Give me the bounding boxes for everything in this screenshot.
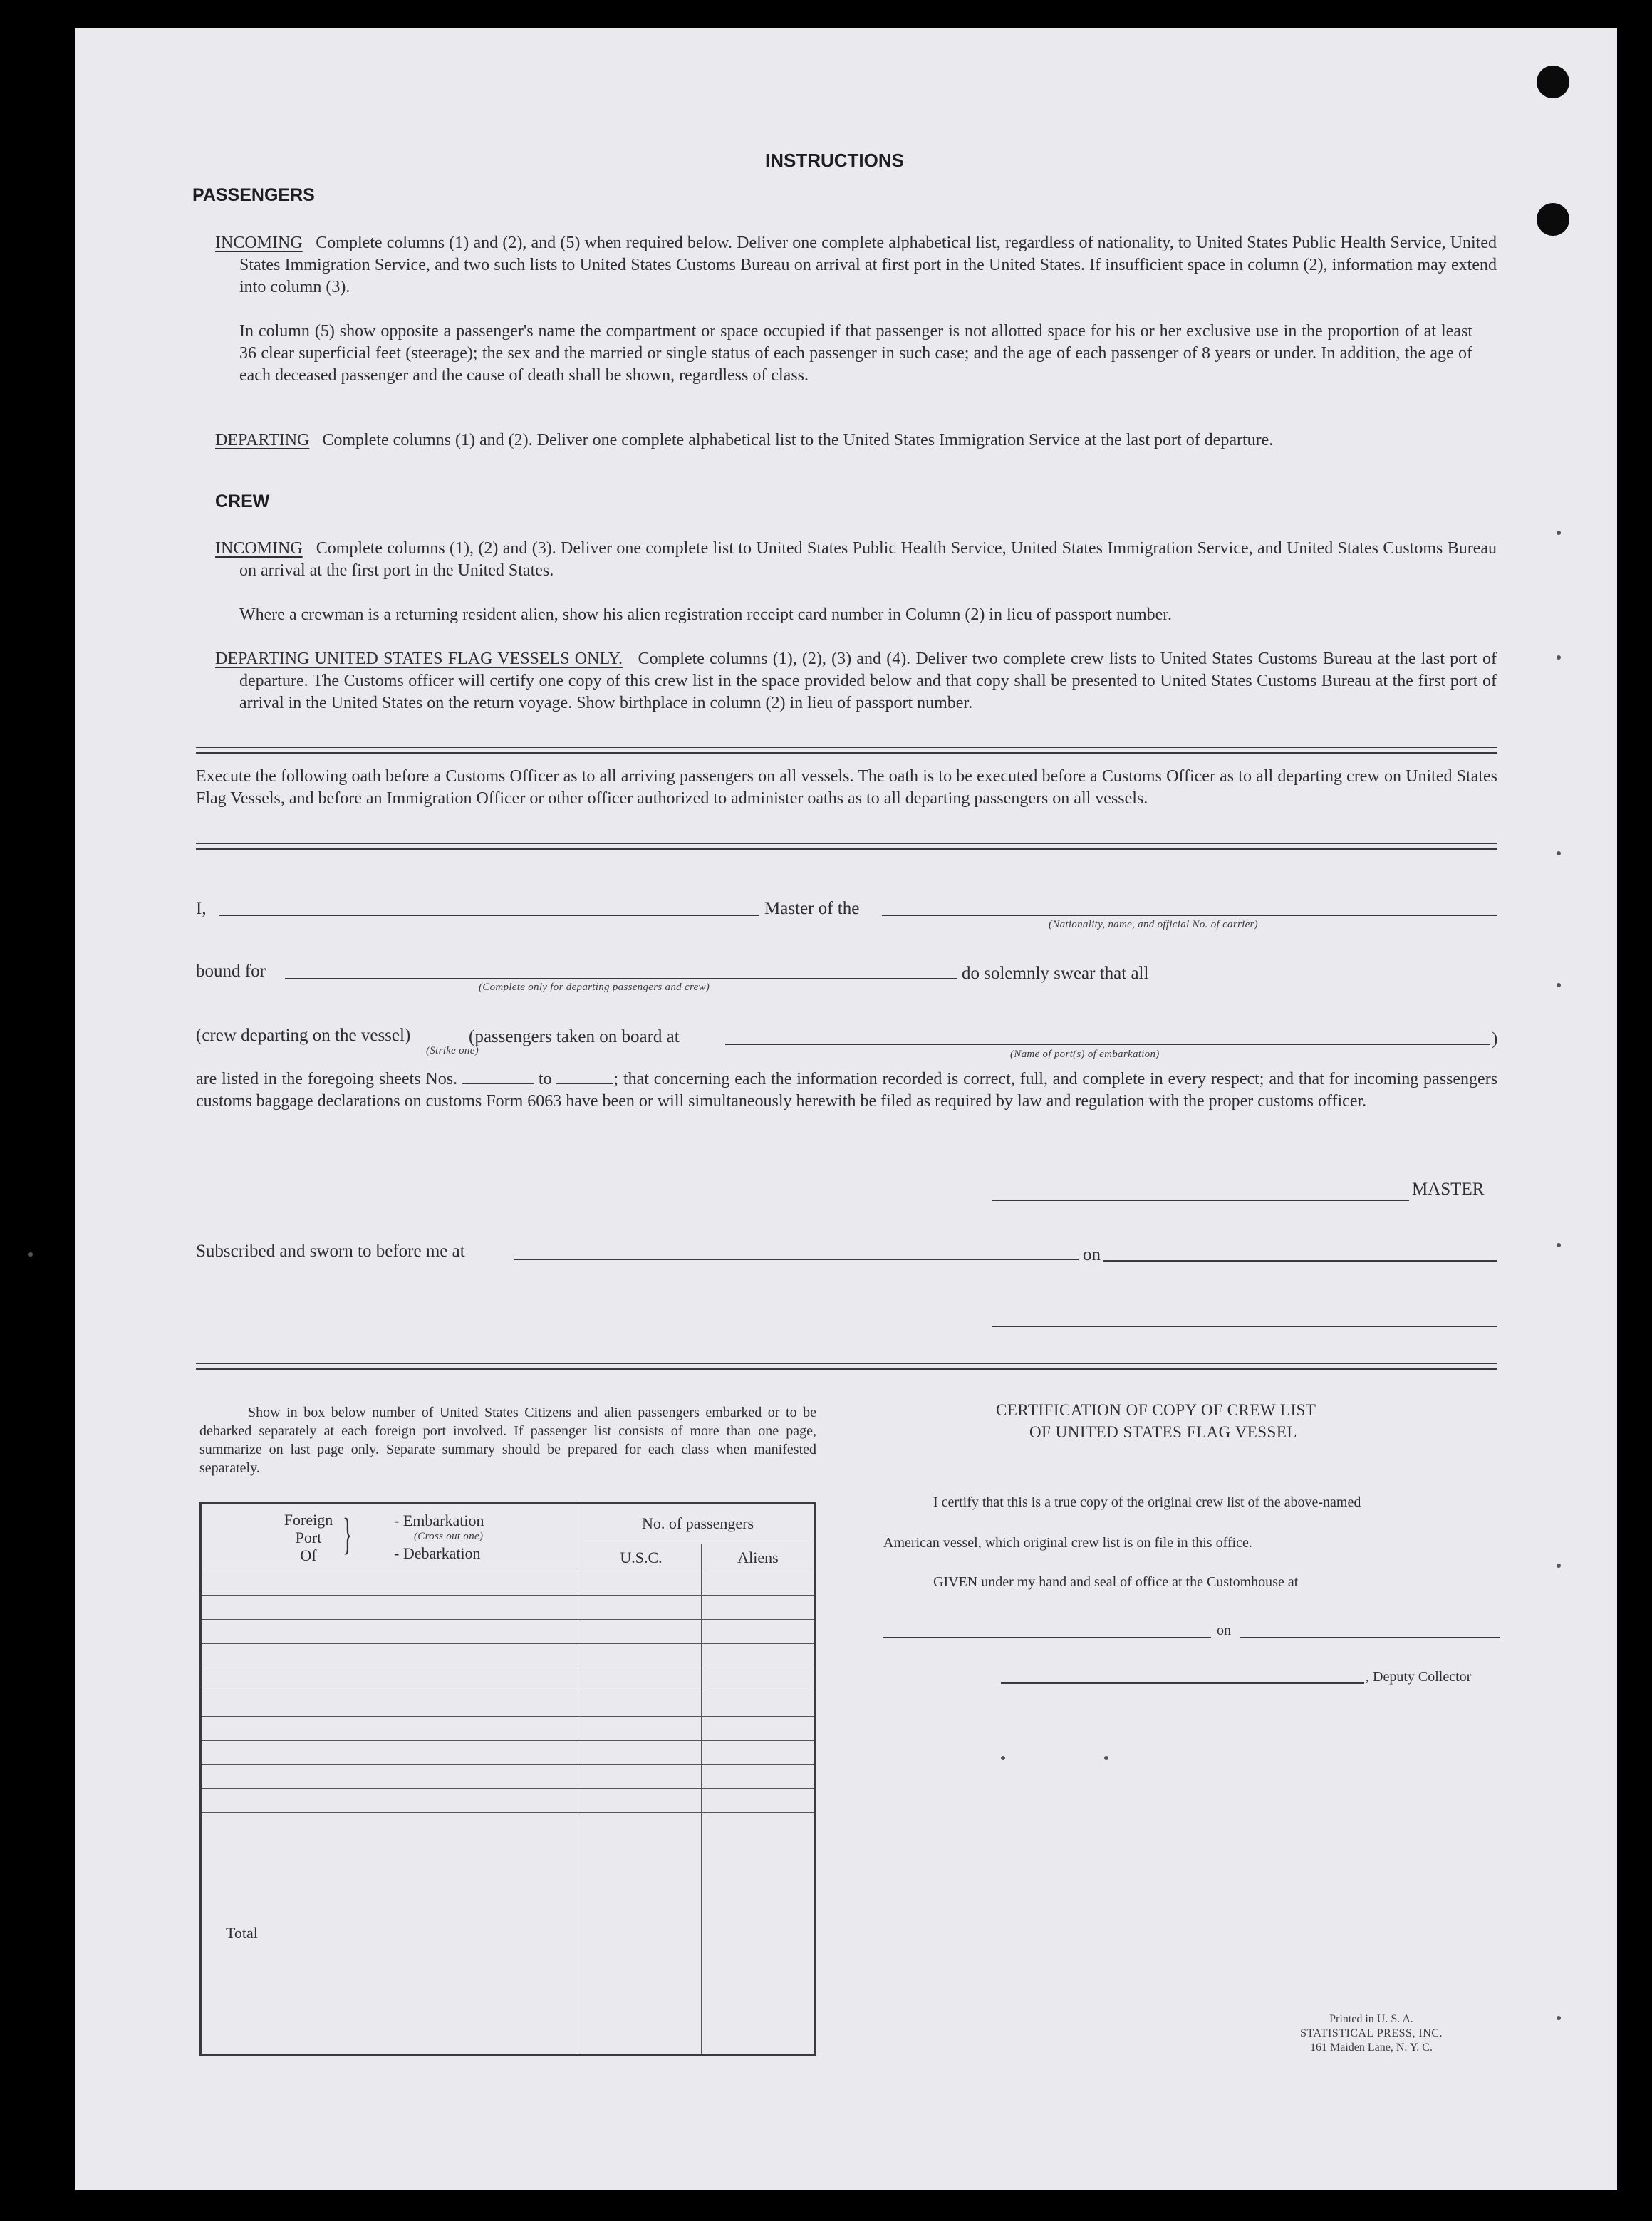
aliens-cell[interactable]	[702, 1619, 816, 1643]
given-line: GIVEN under my hand and seal of office at the Customhouse at	[933, 1574, 1299, 1590]
foreign-port-of	[280, 1511, 337, 1564]
port-label: Port	[295, 1529, 322, 1546]
crew-departing-option: (crew departing on the vessel)	[196, 1026, 411, 1045]
aliens-cell[interactable]	[702, 1716, 816, 1740]
passengers-incoming-label: INCOMING	[215, 234, 303, 252]
table-row	[201, 1668, 816, 1692]
table-row	[201, 1764, 816, 1789]
port-cell[interactable]	[201, 1716, 581, 1740]
port-header-cell	[201, 1503, 581, 1571]
total-row	[201, 1813, 816, 2055]
speck	[1557, 655, 1561, 660]
of-label: Of	[300, 1546, 317, 1564]
aliens-cell[interactable]	[702, 1571, 816, 1596]
table-row	[201, 1643, 816, 1668]
carrier-field[interactable]	[882, 915, 1497, 916]
deputy-collector-field[interactable]	[1001, 1682, 1364, 1684]
port-cell[interactable]	[201, 1668, 581, 1692]
oath-i-label: I,	[196, 899, 207, 918]
speck	[1557, 531, 1561, 535]
master-name-field[interactable]	[219, 915, 759, 916]
punch-hole	[1537, 203, 1569, 236]
port-cell[interactable]	[201, 1764, 581, 1789]
total-label: Total	[201, 1813, 581, 2055]
crew-heading: CREW	[215, 491, 270, 511]
certification-date-field[interactable]	[1240, 1637, 1500, 1638]
aliens-cell[interactable]	[702, 1668, 816, 1692]
certification-title-1: CERTIFICATION OF COPY OF CREW LIST	[996, 1401, 1316, 1419]
complete-only-caption: (Complete only for departing passengers and crew)	[479, 982, 710, 993]
total-usc-cell[interactable]	[581, 1813, 702, 2055]
crew-resident-paragraph: Where a crewman is a returning resident alien, show his alien registration receipt card number in Column (2) in lieu of passport number.	[239, 605, 1172, 624]
usc-cell[interactable]	[581, 1595, 702, 1619]
port-cell[interactable]	[201, 1740, 581, 1764]
ports-caption: (Name of port(s) of embarkation)	[1010, 1049, 1160, 1060]
speck	[28, 1252, 33, 1257]
passengers-taken-option: (passengers taken on board at	[469, 1027, 680, 1046]
brace-glyph: }	[343, 1510, 353, 1559]
usc-header: U.S.C.	[581, 1544, 702, 1571]
officer-signature-field[interactable]	[992, 1326, 1497, 1327]
table-header-row	[201, 1503, 816, 1544]
subscribed-label: Subscribed and sworn to before me at	[196, 1242, 465, 1261]
printer-line-3: 161 Maiden Lane, N. Y. C.	[1310, 2041, 1433, 2054]
carrier-caption: (Nationality, name, and official No. of carrier)	[1049, 919, 1258, 930]
aliens-cell[interactable]	[702, 1692, 816, 1716]
aliens-cell[interactable]	[702, 1643, 816, 1668]
column5-paragraph: In column (5) show opposite a passenger's name the compartment or space occupied if that passenger is not allotted space for his or her exclusive use in the proportion of at least 36 clear superficial feet (steerage); the sex and the married or single status of each passenger in such case; and the age of each passenger of 8 years or under. In addition, the age of each deceased passenger and the cause of death shall be shown, regardless of class.	[239, 322, 1472, 385]
usc-cell[interactable]	[581, 1619, 702, 1643]
passengers-departing-label: DEPARTING	[215, 431, 310, 449]
cross-out-caption: (Cross out one)	[414, 1531, 484, 1542]
aliens-cell[interactable]	[702, 1595, 816, 1619]
customhouse-field[interactable]	[883, 1637, 1211, 1638]
passengers-departing-paragraph	[215, 430, 1497, 452]
listed-pre: are listed in the foregoing sheets Nos.	[196, 1070, 458, 1088]
listed-to: to	[538, 1070, 552, 1088]
section-divider	[196, 747, 1497, 754]
total-aliens-cell[interactable]	[702, 1813, 816, 2055]
crew-departing-paragraph	[215, 648, 1497, 714]
port-cell[interactable]	[201, 1789, 581, 1813]
usc-cell[interactable]	[581, 1692, 702, 1716]
crew-incoming-text: Complete columns (1), (2) and (3). Deliver one complete list to United States Public Health Service, United States Immigration Service, and United States Customs Bureau on arrival at the first port in the United States.	[239, 539, 1497, 580]
port-cell[interactable]	[201, 1595, 581, 1619]
oath-instruction: Execute the following oath before a Customs Officer as to all arriving passengers on all vessels. The oath is to be executed before a Customs Officer as to all departing crew on United States Flag Vessels, and before an Immigration Officer or other officer authorized to administer oaths as to all departing passengers on all vessels.	[196, 767, 1497, 808]
certification-on-label: on	[1217, 1623, 1231, 1638]
bound-for-label: bound for	[196, 962, 266, 981]
table-row	[201, 1619, 816, 1643]
page-title: INSTRUCTIONS	[765, 150, 904, 171]
sworn-date-field[interactable]	[1103, 1260, 1497, 1262]
aliens-cell[interactable]	[702, 1789, 816, 1813]
usc-cell[interactable]	[581, 1789, 702, 1813]
speck	[1557, 851, 1561, 855]
crew-departing-label: DEPARTING UNITED STATES FLAG VESSELS ONLY.	[215, 650, 623, 668]
passengers-incoming-text: Complete columns (1) and (2), and (5) when required below. Deliver one complete alphabetical list, regardless of nationality, to United States Public Health Service, United States Immigration Service, and two such lists to United States Customs Bureau on arrival at first port in the United States. If insufficient space in column (2), information may extend into column (3).	[239, 234, 1497, 296]
sheet-to-field[interactable]	[556, 1070, 613, 1084]
passenger-summary-table	[199, 1502, 816, 2056]
speck	[1557, 983, 1561, 987]
usc-cell[interactable]	[581, 1643, 702, 1668]
table-row	[201, 1789, 816, 1813]
table-row	[201, 1595, 816, 1619]
usc-cell[interactable]	[581, 1716, 702, 1740]
port-cell[interactable]	[201, 1619, 581, 1643]
speck	[1557, 1243, 1561, 1247]
oath-close-paren: )	[1492, 1029, 1498, 1049]
table-row	[201, 1571, 816, 1596]
deputy-collector-label: , Deputy Collector	[1366, 1669, 1472, 1685]
passengers-incoming-paragraph	[215, 232, 1497, 298]
speck	[1001, 1756, 1005, 1760]
usc-cell[interactable]	[581, 1764, 702, 1789]
port-cell[interactable]	[201, 1643, 581, 1668]
table-row	[201, 1740, 816, 1764]
summary-instruction: Show in box below number of United States Citizens and alien passengers embarked or to be debarked separately at each foreign port involved. If passenger list consists of more than one page, summarize on last page only. Separate summary should be prepared for each class when manifested separately.	[199, 1405, 816, 1476]
bound-for-field[interactable]	[285, 978, 957, 979]
port-cell[interactable]	[201, 1692, 581, 1716]
sheet-from-field[interactable]	[462, 1070, 534, 1084]
speck	[1557, 1564, 1561, 1568]
section-divider	[196, 843, 1497, 850]
printer-line-2: STATISTICAL PRESS, INC.	[1300, 2027, 1443, 2039]
listed-rest: ; that concerning each the information recorded is correct, full, and complete in every respect; and that for incoming passengers customs baggage declarations on customs Form 6063 have been or will simultaneously herewith be filed as required by law and regulation with the proper customs officer.	[196, 1070, 1498, 1110]
usc-cell[interactable]	[581, 1668, 702, 1692]
aliens-header: Aliens	[702, 1544, 816, 1571]
crew-incoming-label: INCOMING	[215, 539, 303, 558]
punch-hole	[1537, 66, 1569, 98]
port-cell[interactable]	[201, 1571, 581, 1596]
table-row	[201, 1692, 816, 1716]
embark-debark-options	[394, 1512, 484, 1561]
usc-cell[interactable]	[581, 1571, 702, 1596]
printer-line-1: Printed in U. S. A.	[1329, 2013, 1413, 2025]
speck	[1557, 2016, 1561, 2020]
crew-departing-text: Complete columns (1), (2), (3) and (4). Deliver two complete crew lists to United States Customs Bureau at the last port of departure. The Customs officer will certify one copy of this crew list in the space provided below and that copy shall be presented to United States Customs Bureau at the first port of arrival in the United States on the return voyage. Show birthplace in column (2) in lieu of passport number.	[239, 650, 1497, 712]
foreign-label: Foreign	[284, 1511, 333, 1529]
strike-one-caption: (Strike one)	[426, 1045, 479, 1056]
sworn-place-field[interactable]	[514, 1259, 1079, 1260]
aliens-cell[interactable]	[702, 1764, 816, 1789]
crew-incoming-paragraph	[215, 538, 1497, 582]
certification-title-2: OF UNITED STATES FLAG VESSEL	[1029, 1423, 1297, 1441]
certify-line-2: American vessel, which original crew list is on file in this office.	[883, 1535, 1252, 1551]
master-of-the-label: Master of the	[764, 899, 860, 918]
embarkation-ports-field[interactable]	[725, 1044, 1490, 1045]
master-signature-field[interactable]	[992, 1200, 1409, 1201]
passengers-heading: PASSENGERS	[192, 185, 315, 205]
aliens-cell[interactable]	[702, 1740, 816, 1764]
oath-listed-paragraph	[196, 1068, 1497, 1113]
speck	[1104, 1756, 1108, 1760]
swear-text: do solemnly swear that all	[962, 964, 1149, 983]
no-passengers-header: No. of passengers	[581, 1503, 816, 1544]
sworn-on-label: on	[1083, 1245, 1101, 1264]
table-row	[201, 1716, 816, 1740]
embarkation-option[interactable]: - Embarkation	[394, 1512, 484, 1529]
printer-imprint	[1282, 2012, 1460, 2055]
master-signature-label: MASTER	[1412, 1180, 1485, 1199]
section-divider	[196, 1363, 1497, 1370]
passengers-departing-text: Complete columns (1) and (2). Deliver one complete alphabetical list to the United States Immigration Service at the last port of departure.	[322, 431, 1274, 449]
certify-line-1: I certify that this is a true copy of the original crew list of the above-named	[933, 1494, 1361, 1510]
usc-cell[interactable]	[581, 1740, 702, 1764]
debarkation-option[interactable]: - Debarkation	[394, 1544, 481, 1562]
